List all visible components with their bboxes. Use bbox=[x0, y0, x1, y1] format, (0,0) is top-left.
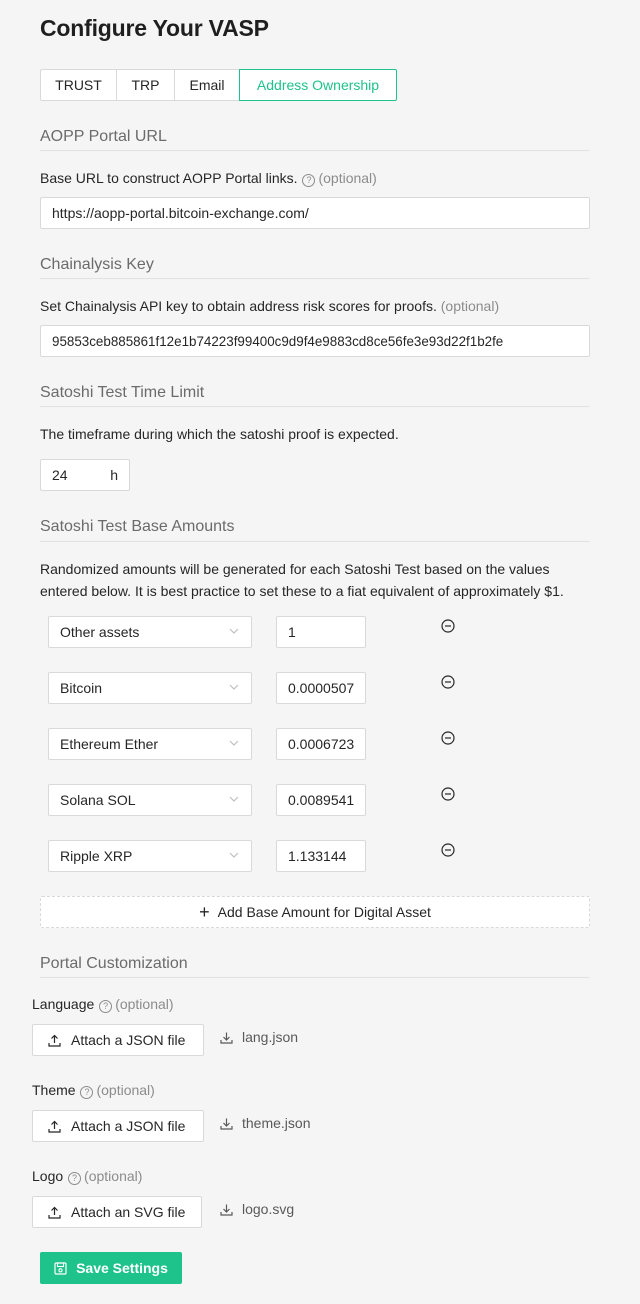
time-limit-input[interactable] bbox=[40, 459, 130, 491]
tab-email[interactable]: Email bbox=[174, 69, 240, 101]
chainalysis-description bbox=[40, 295, 499, 317]
divider bbox=[40, 977, 590, 978]
add-base-amount-label: Add Base Amount for Digital Asset bbox=[217, 904, 431, 920]
aopp-description-text: Base URL to construct AOPP Portal links. bbox=[40, 170, 298, 186]
save-icon bbox=[54, 1262, 67, 1275]
divider bbox=[40, 278, 590, 279]
logo-upload-button[interactable] bbox=[32, 1196, 202, 1228]
asset-select-value: Solana SOL bbox=[60, 792, 136, 808]
chainalysis-key-input[interactable]: 95853ceb885861f12e1b74223f99400c9d9f4e9883cd8ce56fe3e93d22f1b2fe bbox=[40, 325, 590, 357]
upload-icon bbox=[48, 1034, 61, 1047]
asset-select[interactable] bbox=[48, 840, 252, 872]
tab-address-ownership[interactable]: Address Ownership bbox=[239, 69, 397, 101]
divider bbox=[40, 541, 590, 542]
customization-section-title: Portal Customization bbox=[40, 955, 188, 972]
chainalysis-section-title: Chainalysis Key bbox=[40, 256, 154, 273]
upload-icon bbox=[48, 1120, 61, 1133]
logo-file[interactable] bbox=[220, 1201, 294, 1217]
remove-circle-icon[interactable] bbox=[441, 787, 455, 801]
base-amounts-description bbox=[40, 558, 564, 602]
chainalysis-description-text: Set Chainalysis API key to obtain address risk scores for proofs. bbox=[40, 298, 437, 314]
language-upload-button[interactable] bbox=[32, 1024, 204, 1056]
amount-input[interactable]: 0.0000507 bbox=[276, 672, 366, 704]
download-icon bbox=[220, 1031, 233, 1044]
aopp-url-input[interactable]: https://aopp-portal.bitcoin-exchange.com/ bbox=[40, 197, 590, 229]
aopp-description bbox=[40, 167, 377, 189]
tab-trp[interactable]: TRP bbox=[116, 69, 175, 101]
divider bbox=[40, 406, 590, 407]
help-icon[interactable]: ? bbox=[68, 1172, 81, 1185]
optional-label: (optional) bbox=[440, 298, 500, 314]
amount-input[interactable]: 0.0089541 bbox=[276, 784, 366, 816]
base-amounts-section-title: Satoshi Test Base Amounts bbox=[40, 518, 235, 535]
asset-select[interactable] bbox=[48, 672, 252, 704]
chevron-down-icon bbox=[229, 626, 239, 636]
asset-select-value: Other assets bbox=[60, 624, 140, 640]
optional-label: (optional) bbox=[84, 1168, 143, 1184]
theme-file[interactable] bbox=[220, 1115, 310, 1131]
base-amounts-description-line2: entered below. It is best practice to set these to a fiat equivalent of approximately $1. bbox=[40, 583, 564, 599]
add-base-amount-button[interactable] bbox=[40, 896, 590, 928]
time-unit-suffix: h bbox=[110, 467, 118, 483]
logo-file-name: logo.svg bbox=[242, 1201, 295, 1217]
asset-select[interactable] bbox=[48, 616, 252, 648]
language-file[interactable] bbox=[220, 1029, 298, 1045]
aopp-section-title: AOPP Portal URL bbox=[40, 128, 167, 145]
download-icon bbox=[220, 1203, 233, 1216]
help-icon[interactable]: ? bbox=[80, 1086, 93, 1099]
asset-select-value: Ethereum Ether bbox=[60, 736, 159, 752]
amount-input[interactable]: 1.133144 bbox=[276, 840, 366, 872]
theme-upload-label: Attach a JSON file bbox=[71, 1118, 186, 1134]
remove-circle-icon[interactable] bbox=[441, 675, 455, 689]
amount-input[interactable]: 0.0006723 bbox=[276, 728, 366, 760]
chevron-down-icon bbox=[229, 794, 239, 804]
upload-icon bbox=[48, 1206, 61, 1219]
save-settings-label: Save Settings bbox=[76, 1260, 168, 1276]
asset-select[interactable] bbox=[48, 784, 252, 816]
time-limit-section-title: Satoshi Test Time Limit bbox=[40, 384, 205, 401]
asset-select[interactable] bbox=[48, 728, 252, 760]
asset-select-value: Ripple XRP bbox=[60, 848, 133, 864]
logo-label-text: Logo bbox=[32, 1168, 64, 1184]
logo-upload-label: Attach an SVG file bbox=[71, 1204, 186, 1220]
language-label-text: Language bbox=[32, 996, 95, 1012]
time-limit-description: The timeframe during which the satoshi proof is expected. bbox=[40, 426, 399, 442]
time-limit-value: 24 bbox=[52, 467, 68, 483]
download-icon bbox=[220, 1117, 233, 1130]
page-title: Configure Your VASP bbox=[40, 15, 269, 41]
chevron-down-icon bbox=[229, 850, 239, 860]
tab-trust[interactable]: TRUST bbox=[40, 69, 117, 101]
theme-upload-button[interactable] bbox=[32, 1110, 204, 1142]
save-settings-button[interactable] bbox=[40, 1252, 182, 1284]
chevron-down-icon bbox=[229, 682, 239, 692]
base-amounts-description-line1: Randomized amounts will be generated for each Satoshi Test based on the values bbox=[40, 561, 550, 577]
optional-label: (optional) bbox=[115, 996, 174, 1012]
theme-file-name: theme.json bbox=[242, 1115, 311, 1131]
theme-label bbox=[32, 1082, 155, 1099]
optional-label: (optional) bbox=[318, 170, 377, 186]
remove-circle-icon[interactable] bbox=[441, 731, 455, 745]
asset-select-value: Bitcoin bbox=[60, 680, 103, 696]
language-file-name: lang.json bbox=[242, 1029, 299, 1045]
language-upload-label: Attach a JSON file bbox=[71, 1032, 186, 1048]
theme-label-text: Theme bbox=[32, 1082, 76, 1098]
logo-label bbox=[32, 1168, 142, 1185]
chevron-down-icon bbox=[229, 738, 239, 748]
tab-bar bbox=[40, 69, 397, 101]
remove-circle-icon[interactable] bbox=[441, 619, 455, 633]
language-label bbox=[32, 996, 174, 1013]
divider bbox=[40, 150, 590, 151]
remove-circle-icon[interactable] bbox=[441, 843, 455, 857]
help-icon[interactable]: ? bbox=[302, 174, 315, 187]
optional-label: (optional) bbox=[96, 1082, 155, 1098]
help-icon[interactable]: ? bbox=[99, 1000, 112, 1013]
plus-icon: + bbox=[199, 902, 210, 922]
amount-input[interactable]: 1 bbox=[276, 616, 366, 648]
